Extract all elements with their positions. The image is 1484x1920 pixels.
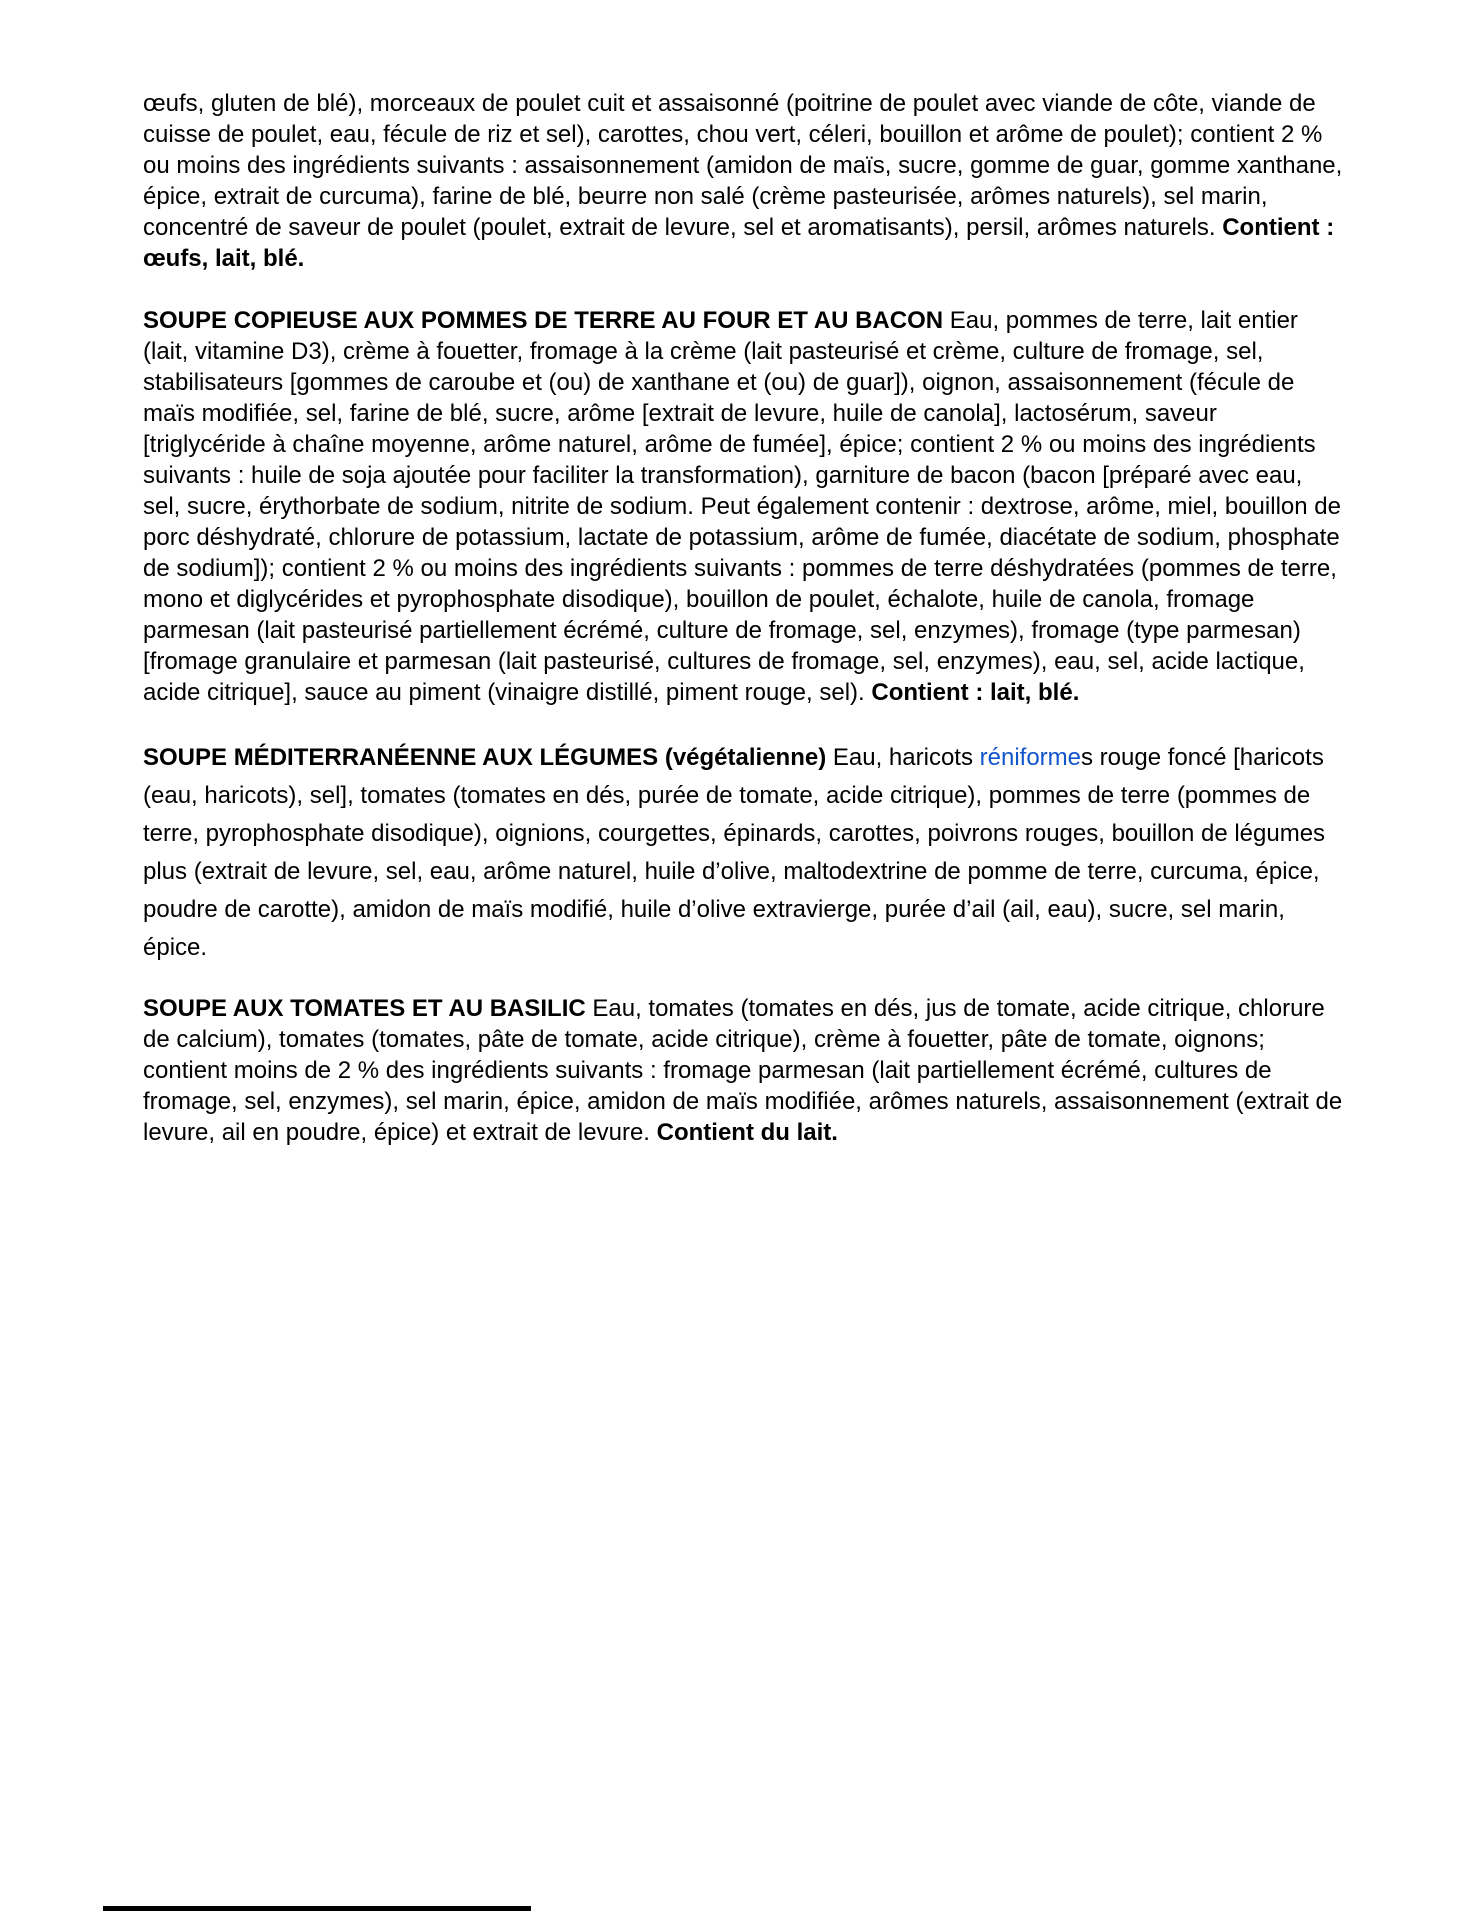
soup-name-heading: SOUPE COPIEUSE AUX POMMES DE TERRE AU FOUR ET AU BACON [143, 307, 950, 334]
ingredients-text-block [143, 88, 1343, 1179]
allergen-statement: Contient : lait, blé. [871, 679, 1080, 706]
page-bottom-table-edge [103, 1906, 531, 1911]
soup-name-heading: SOUPE AUX TOMATES ET AU BASILIC [143, 995, 593, 1022]
allergen-statement: Contient du lait. [656, 1119, 838, 1146]
ingredients-body-text: Eau, haricots [832, 744, 980, 771]
ingredients-body-text: Eau, pommes de terre, lait entier (lait, vitamine D3), crème à fouetter, fromage à la crème (lait pasteurisé et crème, culture de fromage, sel, stabilisateurs [gommes de caroube et (ou) de xanthane et (ou) de guar]), oignon, assaisonnement (fécule de maïs modifiée, sel, farine de blé, sucre, arôme [extrait de levure, huile de canola], lactosérum, saveur [triglycéride à chaîne moyenne, arôme naturel, arôme de fumée], épice; contient 2 % ou moins des ingrédients suivants : huile de soja ajoutée pour faciliter la transformation), garniture de bacon (bacon [préparé avec eau, sel, sucre, érythorbate de sodium, nitrite de sodium. Peut également contenir : dextrose, arôme, miel, bouillon de porc déshydraté, chlorure de potassium, lactate de potassium, arôme de fumée, diacétate de sodium, phosphate de sodium]); contient 2 % ou moins des ingrédients suivants : pommes de terre déshydratées (pommes de terre, mono et diglycérides et pyrophosphate disodique), bouillon de poulet, échalote, huile de canola, fromage parmesan (lait pasteurisé partiellement écrémé, culture de fromage, sel, enzymes), fromage (type parmesan) [fromage granulaire et parmesan (lait pasteurisé, cultures de fromage, sel, enzymes), eau, sel, acide lactique, acide citrique], sauce au piment (vinaigre distillé, piment rouge, sel). [143, 307, 1341, 706]
ingredients-body-text: Eau, tomates (tomates en dés, jus de tomate, acide citrique, chlorure de calcium), tomates (tomates, pâte de tomate, acide citrique), crème à fouetter, pâte de tomate, oignons; contient moins de 2 % des ingrédients suivants : fromage parmesan (lait partiellement écrémé, cultures de fromage, sel, enzymes), sel marin, épice, amidon de maïs modifiée, arômes naturels, assaisonnement (extrait de levure, ail en poudre, épice) et extrait de levure. [143, 995, 1343, 1146]
ingredients-body-text: s rouge foncé [haricots (eau, haricots), sel], tomates (tomates en dés, purée de tomate, acide citrique), pommes de terre (pommes de terre, pyrophosphate disodique), oignions, courgettes, épinards, carottes, poivrons rouges, bouillon de légumes plus (extrait de levure, sel, eau, arôme naturel, huile d’olive, maltodextrine de pomme de terre, curcuma, épice, poudre de carotte), amidon de maïs modifié, huile d’olive extravierge, purée d’ail (ail, eau), sucre, sel marin, épice. [143, 744, 1326, 961]
paragraph-mediterranean-vegetable-soup [143, 739, 1343, 967]
paragraph-tomato-basil-soup [143, 993, 1343, 1148]
paragraph-chicken-soup-continued [143, 88, 1343, 274]
reniforme-link[interactable]: réniforme [979, 744, 1082, 771]
paragraph-potato-bacon-soup [143, 305, 1343, 708]
allergen-statement: Contient : œufs, lait, blé. [143, 214, 1335, 272]
ingredients-body-text: œufs, gluten de blé), morceaux de poulet cuit et assaisonné (poitrine de poulet avec viande de côte, viande de cuisse de poulet, eau, fécule de riz et sel), carottes, chou vert, céleri, bouillon et arôme de poulet); contient 2 % ou moins des ingrédients suivants : assaisonnement (amidon de maïs, sucre, gomme de guar, gomme xanthane, épice, extrait de curcuma), farine de blé, beurre non salé (crème pasteurisée, arômes naturels), sel marin, concentré de saveur de poulet (poulet, extrait de levure, sel et aromatisants), persil, arômes naturels. [143, 90, 1343, 241]
soup-name-heading: SOUPE MÉDITERRANÉENNE AUX LÉGUMES (végétalienne) [143, 744, 833, 771]
